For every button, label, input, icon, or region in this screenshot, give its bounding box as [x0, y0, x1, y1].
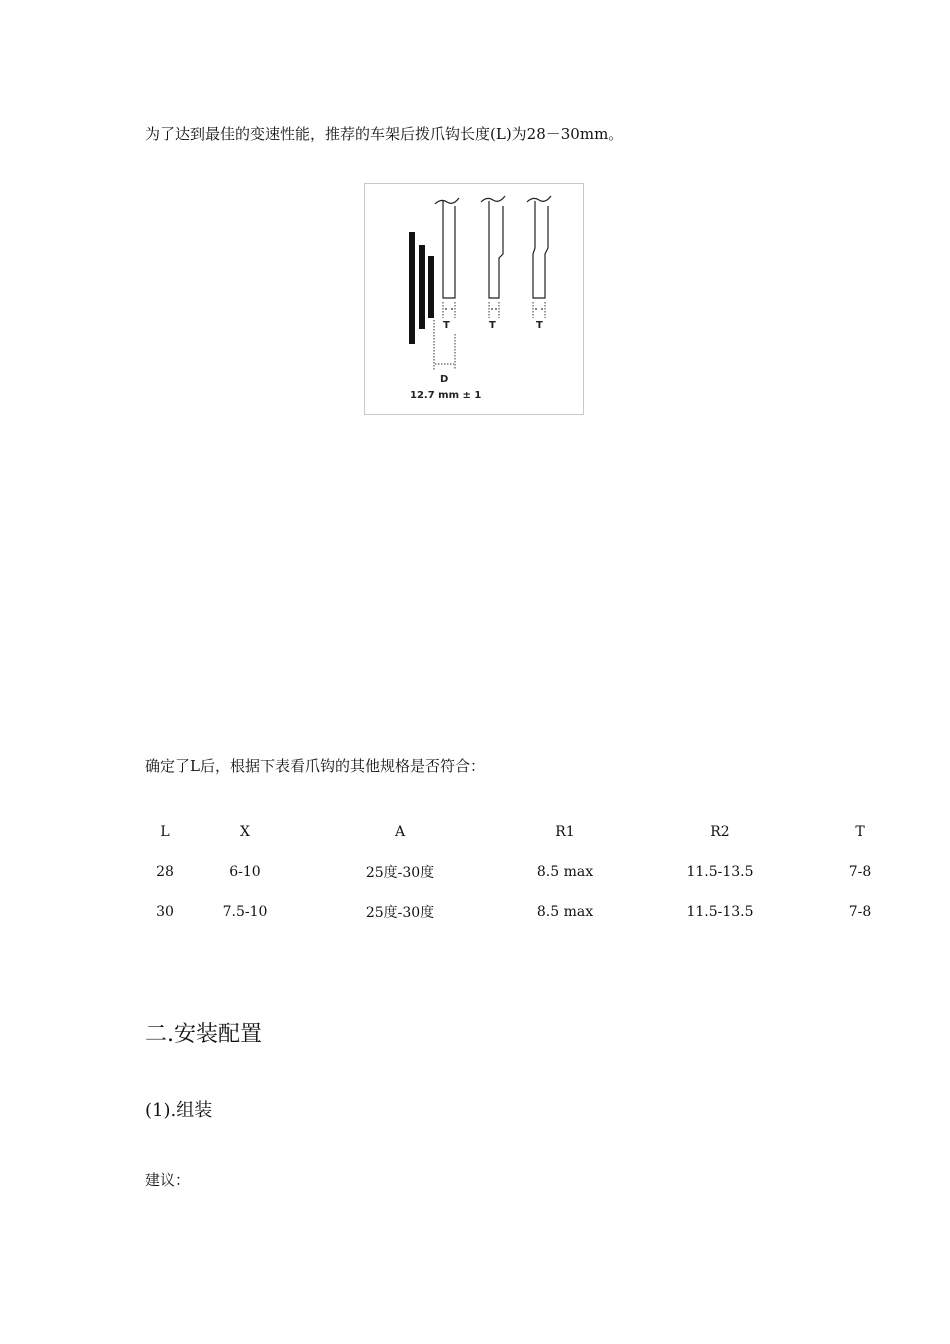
table-header-row [125, 812, 895, 852]
dropout-diagram-drawing [365, 184, 585, 416]
header-cell: A [394, 824, 406, 840]
table-cell: 30 [156, 904, 174, 920]
table-cell: 25度-30度 [365, 865, 435, 881]
dropout-straight [435, 198, 459, 298]
table-cell: 7-8 [848, 864, 872, 880]
table-cell: 11.5-13.5 [686, 864, 754, 880]
dropout-diagram [364, 183, 584, 415]
subsection-heading: (1).组装 [145, 1100, 213, 1121]
spec-table [125, 812, 895, 932]
d-label: D [440, 374, 449, 385]
cog-bar-medium [419, 245, 425, 329]
header-cell: T [855, 824, 865, 840]
table-cell: 7.5-10 [222, 904, 268, 920]
table-cell: 7-8 [848, 904, 872, 920]
section-heading: 二.安装配置 [145, 1022, 262, 1047]
cog-bar-large [409, 232, 415, 344]
table-cell: 8.5 max [536, 904, 594, 920]
header-cell: R1 [555, 824, 575, 840]
table-cell: 8.5 max [536, 864, 594, 880]
cog-bar-small [428, 256, 434, 318]
dropout-tapered [527, 196, 551, 298]
table-cell: 25度-30度 [365, 905, 435, 921]
header-cell: X [240, 824, 250, 840]
table-cell: 6-10 [229, 864, 261, 880]
header-cell: R2 [710, 824, 730, 840]
table-row [125, 852, 895, 892]
t-label: T [489, 320, 496, 331]
intro-paragraph: 为了达到最佳的变速性能，推荐的车架后拨爪钩长度(L)为28－30mm。 [145, 125, 624, 143]
table-cell: 28 [156, 864, 174, 880]
header-cell: L [160, 824, 170, 840]
table-intro-paragraph: 确定了L后，根据下表看爪钩的其他规格是否符合： [145, 757, 485, 775]
t-label: T [443, 320, 450, 331]
t-arrow-dots [445, 308, 543, 310]
t-label: T [536, 320, 543, 331]
table-row [125, 892, 895, 932]
dimension-label: 12.7 mm ± 1 [410, 390, 482, 401]
table-cell: 11.5-13.5 [686, 904, 754, 920]
dropout-stepped [481, 196, 505, 298]
t-dimension-marks [443, 302, 545, 318]
suggestion-label: 建议： [145, 1171, 191, 1189]
